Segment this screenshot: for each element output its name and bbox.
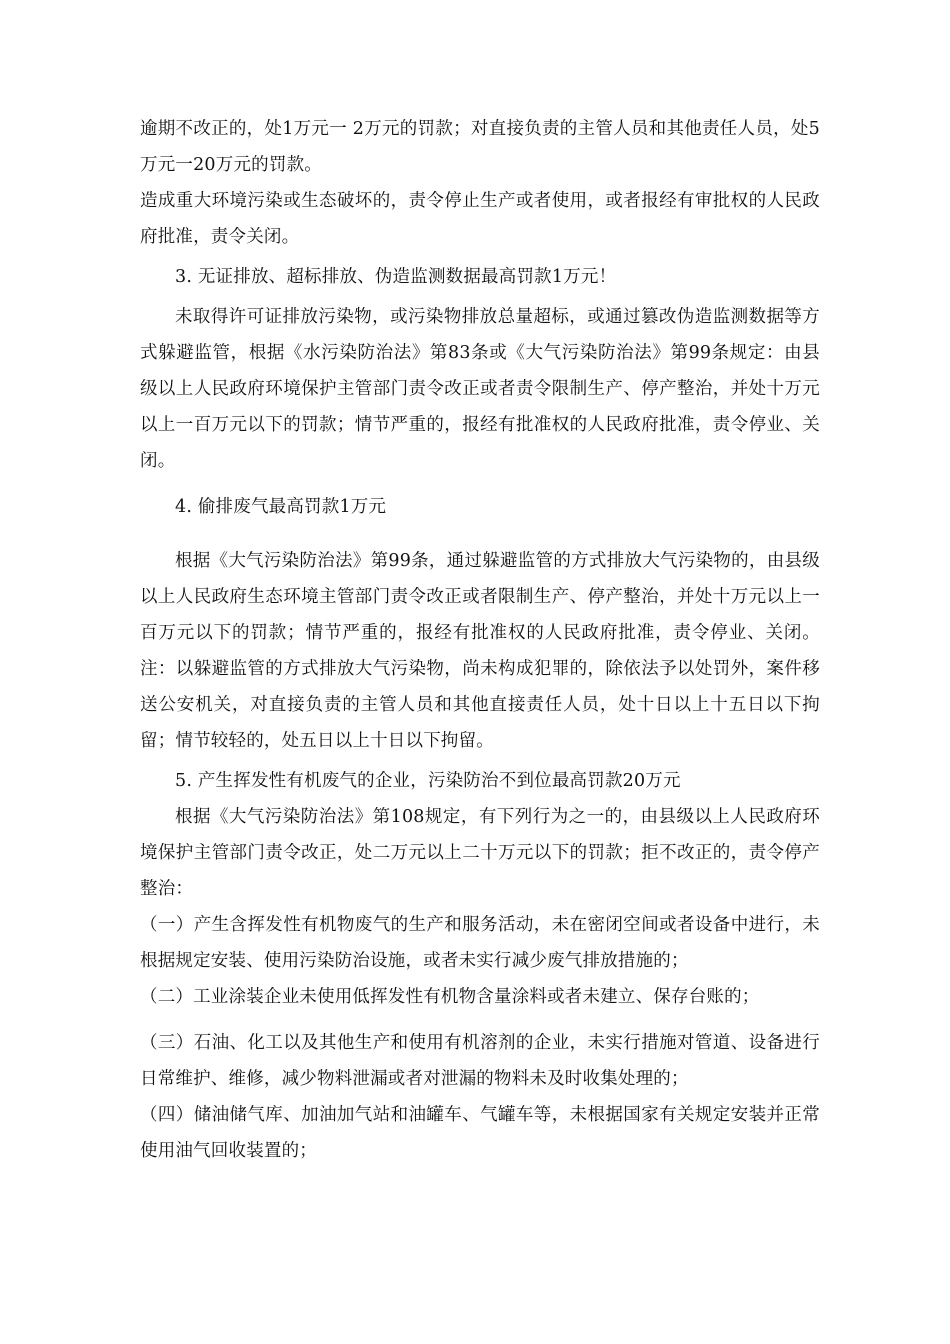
section-heading-5: 5. 产生挥发性有机废气的企业，污染防治不到位最高罚款20万元	[175, 771, 681, 791]
paragraph-major-pollution: 造成重大环境污染或生态破坏的，责令停止生产或者使用，或者报经有审批权的人民政府批准，责令关闭。	[140, 191, 820, 247]
list-item-1: （一）产生含挥发性有机物废气的生产和服务活动，未在密闭空间或者设备中进行，未根据规定安装、使用污染防治设施，或者未实行减少废气排放措施的；	[140, 915, 820, 971]
paragraph-voc-regulation: 根据《大气污染防治法》第108规定，有下列行为之一的，由县级以上人民政府环境保护主管部门责令改正，处二万元以上二十万元以下的罚款；拒不改正的，责令停产整治：	[140, 807, 820, 899]
list-item-3: （三）石油、化工以及其他生产和使用有机溶剂的企业，未实行措施对管道、设备进行日常维护、维修，减少物料泄漏或者对泄漏的物料未及时收集处理的；	[140, 1033, 820, 1089]
list-item-2: （二）工业涂装企业未使用低挥发性有机物含量涂料或者未建立、保存台账的；	[140, 987, 760, 1007]
paragraph-fine-overdue: 逾期不改正的，处1万元一 2万元的罚款；对直接负责的主管人员和其他责任人员，处5万元一20万元的罚款。	[140, 119, 820, 175]
section-heading-4: 4. 偷排废气最高罚款1万元	[175, 497, 387, 517]
list-item-4: （四）储油储气库、加油加气站和油罐车、气罐车等，未根据国家有关规定安装并正常使用油气回收装置的；	[140, 1105, 820, 1161]
paragraph-unlicensed-discharge: 未取得许可证排放污染物，或污染物排放总量超标，或通过篡改伪造监测数据等方式躲避监管，根据《水污染防治法》第83条或《大气污染防治法》第99条规定：由县级以上人民政府环境保护主管部门责令改正或者责令限制生产、停产整治，并处十万元以上一百万元以下的罚款；情节严重的，报经有批准权的人民政府批准，责令停业、关闭。	[140, 307, 820, 471]
document-page	[140, 111, 820, 1169]
section-heading-3: 3. 无证排放、超标排放、伪造监测数据最高罚款1万元！	[175, 267, 617, 287]
paragraph-secret-emission: 根据《大气污染防治法》第99条，通过躲避监管的方式排放大气污染物的，由县级以上人民政府生态环境主管部门责令改正或者限制生产、停产整治，并处十万元以上一百万元以下的罚款；情节严重的，报经有批准权的人民政府批准，责令停业、关闭。注：以躲避监管的方式排放大气污染物，尚未构成犯罪的，除依法予以处罚外，案件移送公安机关，对直接负责的主管人员和其他直接责任人员，处十日以上十五日以下拘留；情节较轻的，处五日以上十日以下拘留。	[140, 551, 820, 751]
